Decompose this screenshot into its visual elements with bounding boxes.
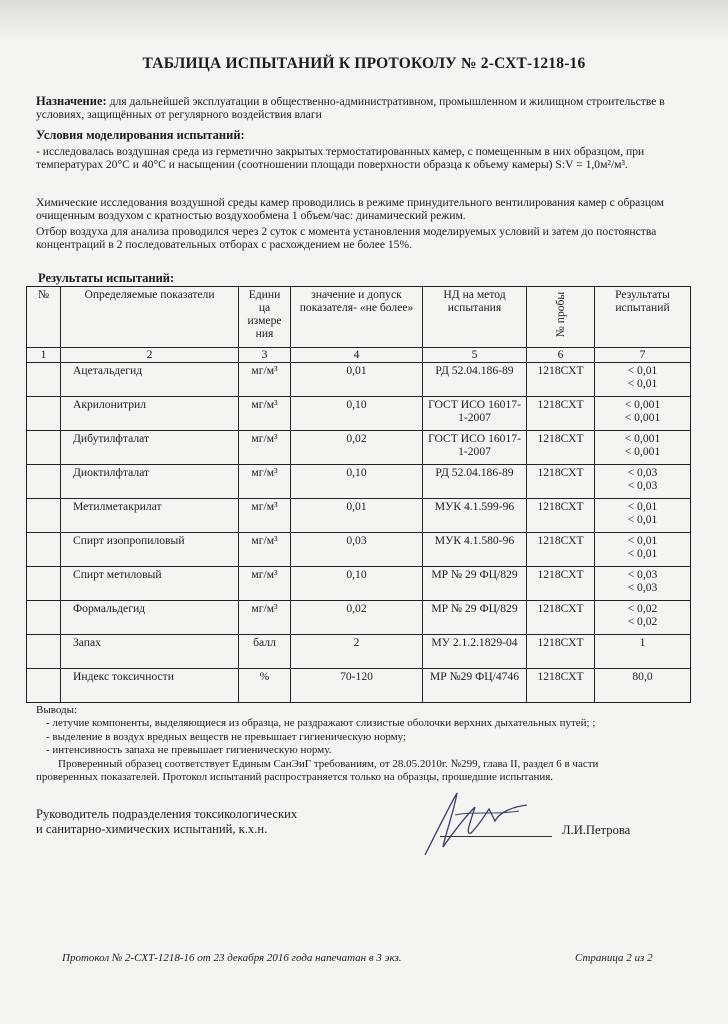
purpose-paragraph [36, 95, 696, 121]
header-result: Результаты испытаний [595, 287, 691, 348]
purpose-text: для дальнейшей эксплуатации в общественно-административном, промышленном и жилищном строительстве в условиях, защищённых от регулярного воздействия влаги [36, 95, 665, 121]
cell-limit: 0,02 [291, 431, 423, 465]
cell-limit: 70-120 [291, 669, 423, 703]
conditions-paragraph-1: - исследовалась воздушная среда из герметично закрытых термостатированных камер, с помещенным в них образцом, при температурах 20°С и 40°С и насыщении (соотношении площади поверхности образца к объему камеры) S:V = 1,0м²/м³. [36, 145, 645, 171]
signer-position-line-1: Руководитель подразделения токсикологических [36, 807, 298, 821]
cell-name: Дибутилфталат [61, 431, 239, 465]
conclusion-item: - выделение в воздух вредных веществ не превышает гигиеническую норму; [46, 730, 407, 743]
cell-name: Метилметакрилат [61, 499, 239, 533]
header-name: Определяемые показатели [61, 287, 239, 348]
cell-limit: 0,10 [291, 397, 423, 431]
cell-nd: РД 52.04.186-89 [423, 363, 527, 397]
cell-unit: % [239, 669, 291, 703]
col-index-6: 6 [527, 348, 595, 363]
table-row [27, 397, 691, 431]
cell-nd: МР № 29 ФЦ/829 [423, 601, 527, 635]
result-value: < 0,001 [624, 398, 661, 411]
cell-limit: 0,03 [291, 533, 423, 567]
header-sample [527, 287, 595, 348]
cell-no [27, 499, 61, 533]
cell-unit: мг/м³ [239, 533, 291, 567]
table-row [27, 431, 691, 465]
cell-sample: 1218СХТ [527, 567, 595, 601]
result-value: 80,0 [632, 670, 653, 683]
cell-limit: 2 [291, 635, 423, 669]
cell-unit: мг/м³ [239, 431, 291, 465]
cell-sample: 1218СХТ [527, 431, 595, 465]
table-row [27, 363, 691, 397]
conditions-heading: Условия моделирования испытаний: [36, 128, 245, 142]
cell-sample: 1218СХТ [527, 363, 595, 397]
table-row [27, 567, 691, 601]
table-header-row [27, 287, 691, 348]
cell-name: Ацетальдегид [61, 363, 239, 397]
cell-result [595, 397, 691, 431]
cell-result [595, 431, 691, 465]
header-limit: значение и допуск показателя- «не более» [291, 287, 423, 348]
cell-unit: мг/м³ [239, 601, 291, 635]
header-unit: Едини ца измере ния [239, 287, 291, 348]
result-value: 1 [639, 636, 646, 649]
cell-no [27, 363, 61, 397]
results-table [26, 286, 691, 703]
cell-result [595, 499, 691, 533]
result-value: < 0,01 [627, 364, 658, 377]
cell-limit: 0,10 [291, 567, 423, 601]
signer-name: Л.И.Петрова [562, 823, 631, 837]
conclusions [36, 704, 706, 784]
result-value: < 0,01 [627, 513, 658, 526]
signature-line [440, 836, 552, 837]
header-nd: НД на метод испытания [423, 287, 527, 348]
cell-unit: мг/м³ [239, 397, 291, 431]
col-index-4: 4 [291, 348, 423, 363]
result-value: < 0,03 [627, 581, 658, 594]
cell-no [27, 397, 61, 431]
col-index-2: 2 [61, 348, 239, 363]
cell-limit: 0,10 [291, 465, 423, 499]
conclusion-final-2: проверенных показателей. Протокол испытаний распространяется только на образцы, прошедшие испытания. [36, 771, 554, 784]
cell-result [595, 601, 691, 635]
cell-no [27, 533, 61, 567]
handwritten-signature-icon [415, 785, 535, 860]
cell-unit: мг/м³ [239, 363, 291, 397]
cell-name: Спирт метиловый [61, 567, 239, 601]
col-index-7: 7 [595, 348, 691, 363]
cell-sample: 1218СХТ [527, 533, 595, 567]
cell-name: Формальдегид [61, 601, 239, 635]
cell-sample: 1218СХТ [527, 669, 595, 703]
cell-unit: балл [239, 635, 291, 669]
results-heading: Результаты испытаний: [38, 271, 175, 285]
result-value: < 0,001 [624, 411, 661, 424]
cell-nd: МУ 2.1.2.1829-04 [423, 635, 527, 669]
conditions-paragraph-2: Химические исследования воздушной среды камер проводились в режиме принудительного вентилирования камер с образцом очищенным воздухом с кратностью воздухообмена 1 объем/час: динамический режим. [36, 196, 664, 222]
cell-no [27, 669, 61, 703]
cell-nd: МУК 4.1.580-96 [423, 533, 527, 567]
result-value: < 0,03 [627, 466, 658, 479]
result-value: < 0,03 [627, 568, 658, 581]
cell-limit: 0,01 [291, 499, 423, 533]
signature-block [36, 807, 297, 837]
header-sample-text: № пробы [553, 291, 567, 338]
cell-result [595, 465, 691, 499]
header-no: № [27, 287, 61, 348]
document-title: ТАБЛИЦА ИСПЫТАНИЙ К ПРОТОКОЛУ № 2-СХТ-1218-16 [142, 55, 586, 72]
footer-protocol: Протокол № 2-СХТ-1218-16 от 23 декабря 2016 года напечатан в 3 экз. [62, 952, 402, 964]
cell-result [595, 363, 691, 397]
cell-sample: 1218СХТ [527, 465, 595, 499]
page-number: Страница 2 из 2 [575, 952, 653, 964]
cell-no [27, 465, 61, 499]
cell-sample: 1218СХТ [527, 601, 595, 635]
cell-nd: МУК 4.1.599-96 [423, 499, 527, 533]
cell-nd: МР №29 ФЦ/4746 [423, 669, 527, 703]
col-index-3: 3 [239, 348, 291, 363]
cell-result [595, 567, 691, 601]
table-row [27, 499, 691, 533]
table-row [27, 635, 691, 669]
cell-name: Индекс токсичности [61, 669, 239, 703]
cell-no [27, 567, 61, 601]
cell-unit: мг/м³ [239, 499, 291, 533]
cell-sample: 1218СХТ [527, 635, 595, 669]
cell-no [27, 635, 61, 669]
scan-shadow [0, 0, 728, 40]
cell-limit: 0,01 [291, 363, 423, 397]
table-row [27, 533, 691, 567]
result-value: < 0,01 [627, 547, 658, 560]
cell-no [27, 601, 61, 635]
result-value: < 0,001 [624, 445, 661, 458]
result-value: < 0,01 [627, 500, 658, 513]
cell-name: Запах [61, 635, 239, 669]
purpose-label: Назначение: [36, 94, 107, 108]
conclusion-item: - летучие компоненты, выделяющиеся из образца, не раздражают слизистые оболочки верхних дыхательных путей; ; [46, 717, 596, 730]
result-value: < 0,001 [624, 432, 661, 445]
cell-sample: 1218СХТ [527, 499, 595, 533]
cell-nd: ГОСТ ИСО 16017-1-2007 [423, 431, 527, 465]
cell-nd: ГОСТ ИСО 16017-1-2007 [423, 397, 527, 431]
cell-unit: мг/м³ [239, 567, 291, 601]
conclusion-final-1: Проверенный образец соответствует Единым СанЭиГ требованиям, от 28.05.2010г. №299, глава II, раздел 6 в части [58, 757, 599, 770]
table-row [27, 465, 691, 499]
cell-name: Спирт изопропиловый [61, 533, 239, 567]
conditions-paragraph-3: Отбор воздуха для анализа проводился через 2 суток с момента установления моделируемых условий и затем до постоянства концентраций в 2 последовательных отборах с расхождением не более 15%. [36, 225, 657, 251]
cell-nd: РД 52.04.186-89 [423, 465, 527, 499]
conclusions-label: Выводы: [36, 704, 78, 716]
column-index-row [27, 348, 691, 363]
cell-unit: мг/м³ [239, 465, 291, 499]
result-value: < 0,02 [627, 602, 658, 615]
cell-sample: 1218СХТ [527, 397, 595, 431]
cell-result [595, 533, 691, 567]
col-index-1: 1 [27, 348, 61, 363]
table-row [27, 669, 691, 703]
cell-nd: МР № 29 ФЦ/829 [423, 567, 527, 601]
result-value: < 0,03 [627, 479, 658, 492]
col-index-5: 5 [423, 348, 527, 363]
cell-no [27, 431, 61, 465]
signer-position-line-2: и санитарно-химических испытаний, к.х.н. [36, 822, 268, 836]
cell-limit: 0,02 [291, 601, 423, 635]
result-value: < 0,01 [627, 534, 658, 547]
cell-name: Диоктилфталат [61, 465, 239, 499]
result-value: < 0,01 [627, 377, 658, 390]
conclusion-item: - интенсивность запаха не превышает гигиеническую норму. [46, 744, 332, 757]
cell-result [595, 635, 691, 669]
cell-result [595, 669, 691, 703]
table-row [27, 601, 691, 635]
result-value: < 0,02 [627, 615, 658, 628]
cell-name: Акрилонитрил [61, 397, 239, 431]
